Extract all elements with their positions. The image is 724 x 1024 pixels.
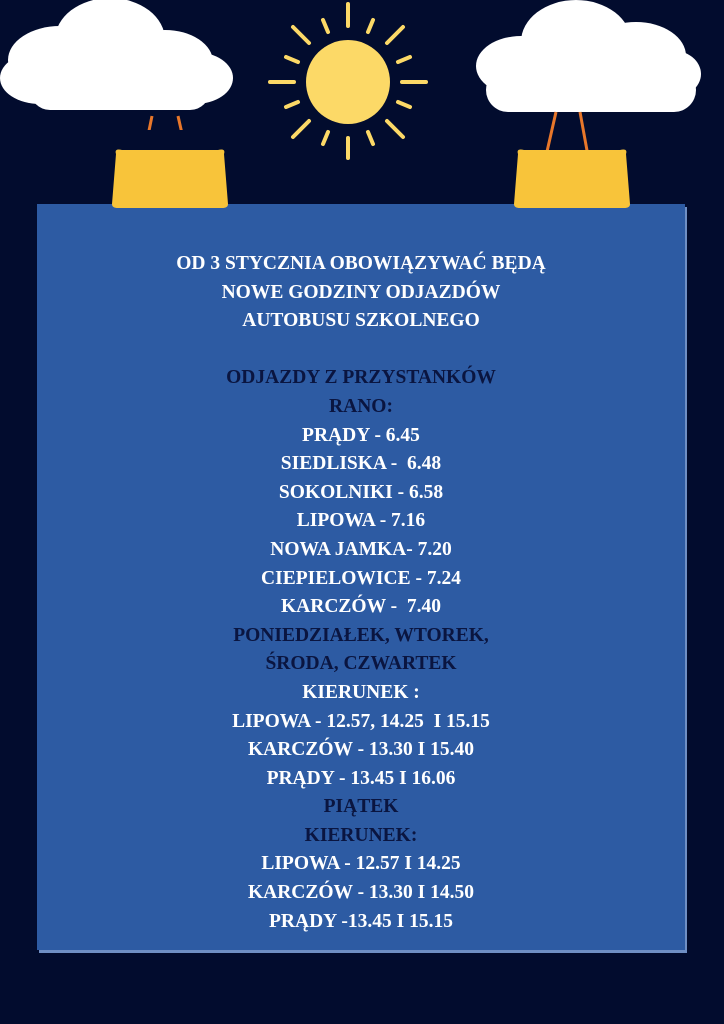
friday-direction: KIERUNEK: [304,824,418,846]
mon-thu-title-2: ŚRODA, CZWARTEK [265,653,457,675]
friday-stop: LIPOWA - 12.57 I 14.25 [261,853,461,875]
morning-subtitle: RANO: [329,395,393,417]
mon-thu-stop: KARCZÓW - 13.30 I 15.40 [247,739,475,761]
morning-title: ODJAZDY Z PRZYSTANKÓW [226,367,496,389]
schedule-content [37,250,685,936]
binder-clip-left-icon [110,148,230,210]
morning-stop: LIPOWA - 7.16 [296,510,426,532]
morning-stop: NOWA JAMKA- 7.20 [270,538,452,560]
binder-clip-right-icon [512,148,632,210]
header-line-3: AUTOBUSU SZKOLNEGO [242,310,480,332]
friday-title: PIĄTEK [323,796,399,818]
header-line-1: OD 3 STYCZNIA OBOWIĄZYWAĆ BĘDĄ [176,253,546,274]
spacer [37,336,685,365]
morning-stop: SOKOLNIKI - 6.58 [278,481,444,503]
mon-thu-direction: KIERUNEK : [302,681,420,703]
mon-thu-title-1: PONIEDZIAŁEK, WTOREK, [233,624,489,646]
friday-stop: PRĄDY -13.45 I 15.15 [269,910,453,932]
morning-stop: CIEPIELOWICE - 7.24 [261,567,461,589]
morning-stop: PRĄDY - 6.45 [302,424,420,446]
sun-icon [268,2,428,162]
mon-thu-stop: PRĄDY - 13.45 I 16.06 [266,767,456,789]
friday-stop: KARCZÓW - 13.30 I 14.50 [247,882,475,904]
morning-stop: SIEDLISKA - 6.48 [280,453,442,475]
morning-stop: KARCZÓW - 7.40 [281,596,441,618]
header-line-2: NOWE GODZINY ODJAZDÓW [221,281,501,303]
mon-thu-stop: LIPOWA - 12.57, 14.25 I 15.15 [232,710,490,732]
cloud-left-icon [0,0,240,130]
